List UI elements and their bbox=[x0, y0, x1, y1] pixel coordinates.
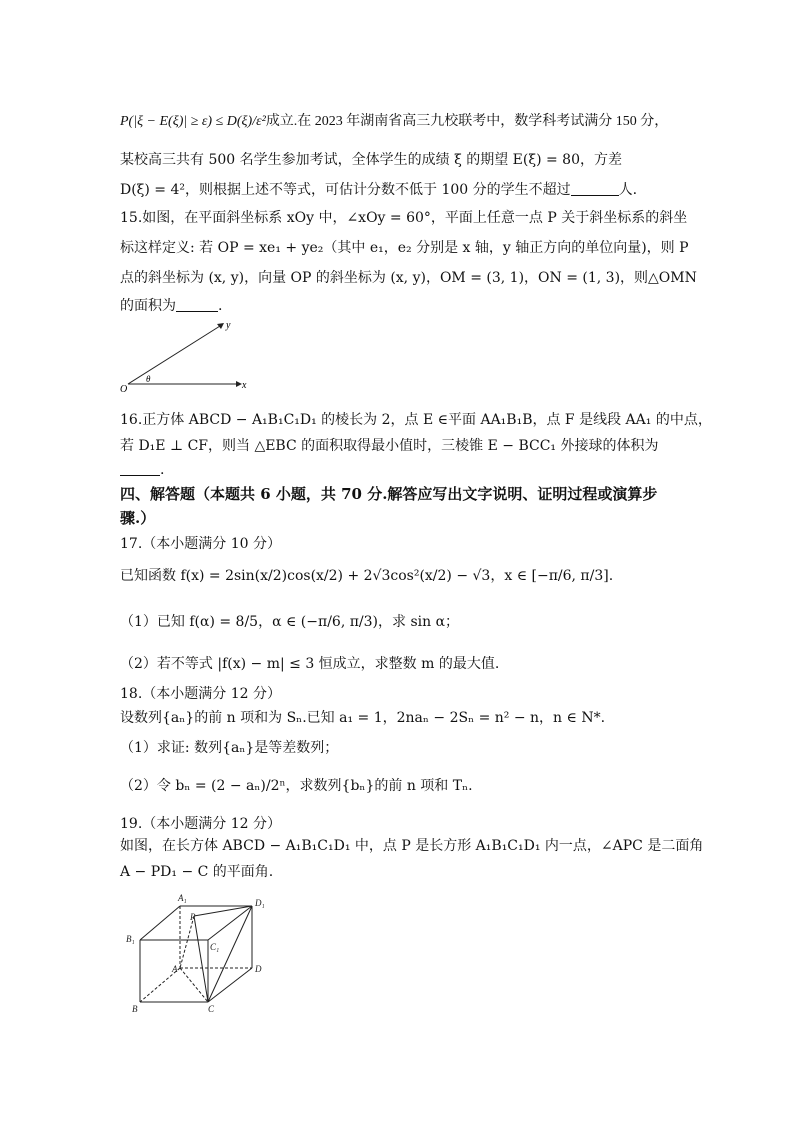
q14-line3-wrap bbox=[120, 180, 700, 200]
skew-axes-figure bbox=[118, 316, 248, 396]
q18-part2: （2）令 bₙ = (2 − aₙ)/2ⁿ，求数列{bₙ}的前 n 项和 Tₙ. bbox=[120, 778, 473, 794]
q14-formula bbox=[120, 112, 700, 132]
q18-line1: 设数列{aₙ}的前 n 项和为 Sₙ.已知 a₁ = 1，2naₙ − 2Sₙ = n² − n，n ∈ N*. bbox=[120, 710, 606, 726]
q16-line3-end: . bbox=[160, 462, 165, 478]
label-c: C bbox=[208, 1004, 215, 1014]
q19-header: 19.（本小题满分 12 分） bbox=[120, 816, 281, 832]
q15-line4-wrap bbox=[120, 296, 700, 316]
label-b1: B₁ bbox=[126, 934, 135, 944]
y-arrow bbox=[217, 323, 224, 329]
label-p: P bbox=[190, 912, 196, 922]
q18-header: 18.（本小题满分 12 分） bbox=[120, 686, 281, 702]
q16-line2: 若 D₁E ⊥ CF，则当 △EBC 的面积取得最小值时，三棱锥 E − BCC₁ 外接球的体积为 bbox=[120, 438, 659, 454]
line-pc bbox=[194, 916, 208, 1002]
q18-part1: （1）求证: 数列{aₙ}是等差数列； bbox=[120, 740, 339, 756]
edge-b1a1 bbox=[140, 906, 180, 940]
q14-line2: 某校高三共有 500 名学生参加考试，全体学生的成绩 ξ 的期望 E(ξ) = 80，方差 bbox=[120, 152, 622, 168]
answer-blank bbox=[120, 461, 160, 476]
edge-c1d1 bbox=[208, 906, 252, 940]
x-label: x bbox=[242, 380, 247, 391]
q14-line3-end: 人. bbox=[618, 182, 638, 198]
label-a1: A₁ bbox=[178, 893, 187, 903]
q17-header: 17.（本小题满分 10 分） bbox=[120, 536, 281, 552]
q16-line1: 16.正方体 ABCD − A₁B₁C₁D₁ 的棱长为 2，点 E ∈平面 AA₁B₁B，点 F 是线段 AA₁ 的中点， bbox=[120, 412, 712, 428]
q17-part1: （1）已知 f(α) = 8/5，α ∈ (−π/6, π/3)，求 sin α； bbox=[120, 614, 460, 630]
q17-line1: 已知函数 f(x) = 2sin(x/2)cos(x/2) + 2√3cos²(x/2) − √3，x ∈ [−π/6, π/3]. bbox=[120, 568, 614, 584]
q15-line1: 15.如图，在平面斜坐标系 xOy 中，∠xOy = 60°，平面上任意一点 P 关于斜坐标系的斜坐 bbox=[120, 210, 688, 226]
label-b: B bbox=[132, 1004, 138, 1014]
q15-line4-end: . bbox=[218, 298, 223, 314]
answer-blank bbox=[176, 297, 218, 312]
q14-formula-text: P(|ξ − E(ξ)| ≥ ε) ≤ D(ξ)/ε² bbox=[120, 114, 266, 129]
label-c1: C₁ bbox=[210, 942, 220, 952]
q14-line1: 成立.在 2023 年湖南省高三九校联考中，数学科考试满分 150 分， bbox=[265, 114, 669, 129]
cuboid-figure bbox=[120, 890, 280, 1020]
q14-line3: D(ξ) = 4²，则根据上述不等式，可估计分数不低于 100 分的学生不超过 bbox=[120, 182, 571, 198]
label-a: A bbox=[172, 964, 178, 974]
q19-line1: 如图，在长方体 ABCD − A₁B₁C₁D₁ 中，点 P 是长方形 A₁B₁C₁D₁ 内一点，∠APC 是二面角 bbox=[120, 838, 704, 854]
y-label: y bbox=[226, 320, 231, 331]
q17-part2: （2）若不等式 |f(x) − m| ≤ 3 恒成立，求整数 m 的最大值. bbox=[120, 656, 500, 672]
line-d1c bbox=[208, 906, 252, 1002]
section4-title-cont: 骤.） bbox=[120, 509, 156, 527]
q15-line4: 的面积为 bbox=[120, 298, 176, 314]
section4-title: 四、解答题（本题共 6 小题，共 70 分.解答应写出文字说明、证明过程或演算步 bbox=[120, 485, 658, 503]
label-d: D bbox=[255, 964, 262, 974]
theta-label: θ bbox=[146, 374, 151, 384]
q15-line3: 点的斜坐标为 (x, y)，向量 OP 的斜坐标为 (x, y)，OM = (3, 1)，ON = (1, 3)，则△OMN bbox=[120, 270, 697, 286]
answer-blank bbox=[571, 181, 619, 196]
q15-line2: 标这样定义: 若 OP = xe₁ + ye₂（其中 e₁，e₂ 分别是 x 轴，y 轴正方向的单位向量)，则 P bbox=[120, 240, 689, 256]
y-axis bbox=[128, 326, 220, 384]
label-d1: D₁ bbox=[255, 898, 265, 908]
q16-line3-wrap bbox=[120, 460, 700, 480]
line-pd1 bbox=[194, 906, 252, 916]
edge-cd bbox=[208, 968, 252, 1002]
origin-label: O bbox=[120, 384, 128, 395]
q19-line2: A − PD₁ − C 的平面角. bbox=[120, 864, 274, 880]
line-pa-hidden bbox=[180, 916, 194, 968]
